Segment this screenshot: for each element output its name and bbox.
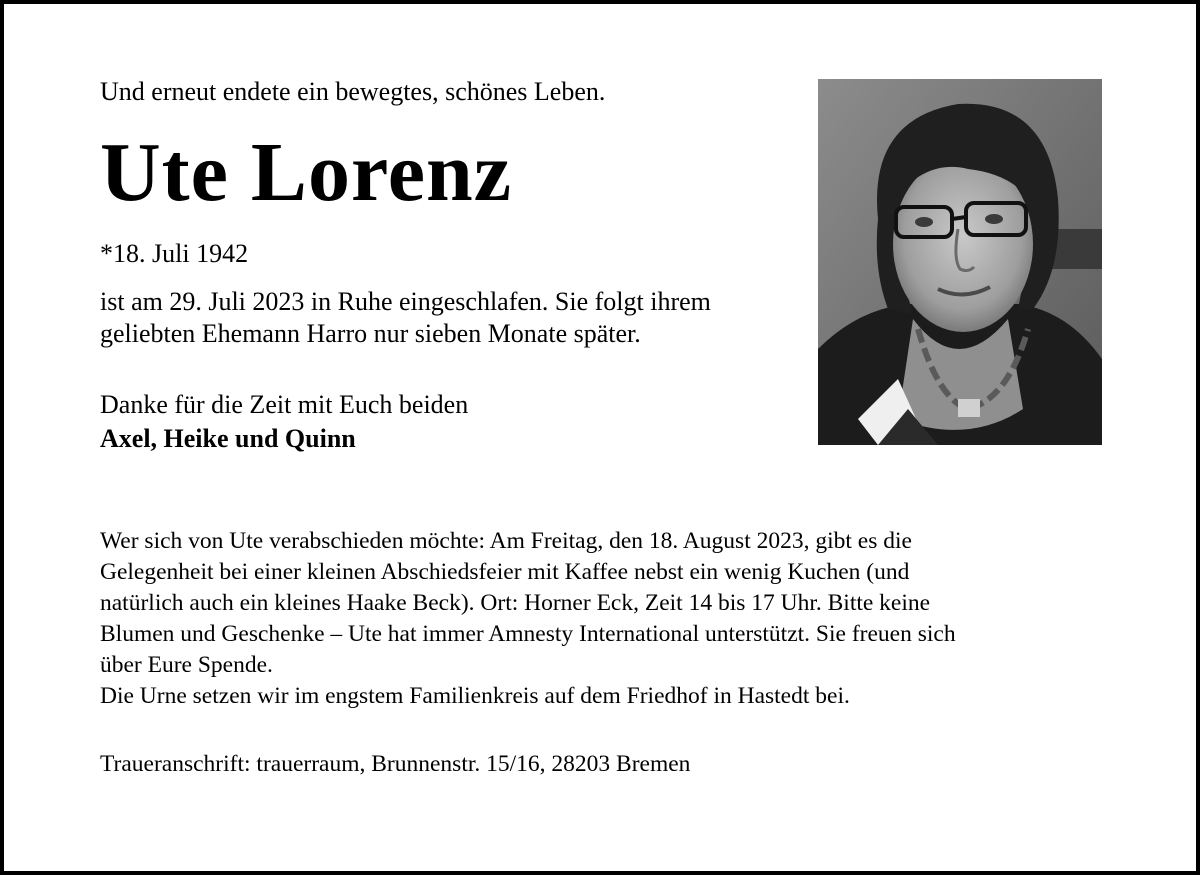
deceased-name: Ute Lorenz [100,126,512,219]
portrait-photo [818,79,1102,445]
death-line: ist am 29. Juli 2023 in Ruhe eingeschlafen. Sie folgt ihrem [100,287,711,316]
mourning-address: Traueranschrift: trauerraum, Brunnenstr. 15/16, 28203 Bremen [100,751,691,777]
thanks-block [100,388,468,456]
farewell-line: Gelegenheit bei einer kleinen Abschiedsfeier mit Kaffee nebst ein wenig Kuchen (und [100,559,910,585]
farewell-line: natürlich auch ein kleines Haake Beck). Ort: Horner Eck, Zeit 14 bis 17 Uhr. Bitte keine [100,590,931,616]
birth-date: *18. Juli 1942 [100,239,249,268]
farewell-line: Die Urne setzen wir im engstem Familienkreis auf dem Friedhof in Hastedt bei. [100,683,850,709]
farewell-line: Wer sich von Ute verabschieden möchte: Am Freitag, den 18. August 2023, gibt es die [100,528,912,554]
intro-line: Und erneut endete ein bewegtes, schönes Leben. [100,77,606,106]
death-line: geliebten Ehemann Harro nur sieben Monate später. [100,319,641,348]
farewell-line: Blumen und Geschenke – Ute hat immer Amnesty International unterstützt. Sie freuen sich [100,621,956,647]
thanks-line: Danke für die Zeit mit Euch beiden [100,390,469,419]
death-statement [100,286,711,350]
farewell-info [100,526,1100,712]
signatories: Axel, Heike und Quinn [100,424,356,453]
farewell-line: über Eure Spende. [100,652,273,678]
